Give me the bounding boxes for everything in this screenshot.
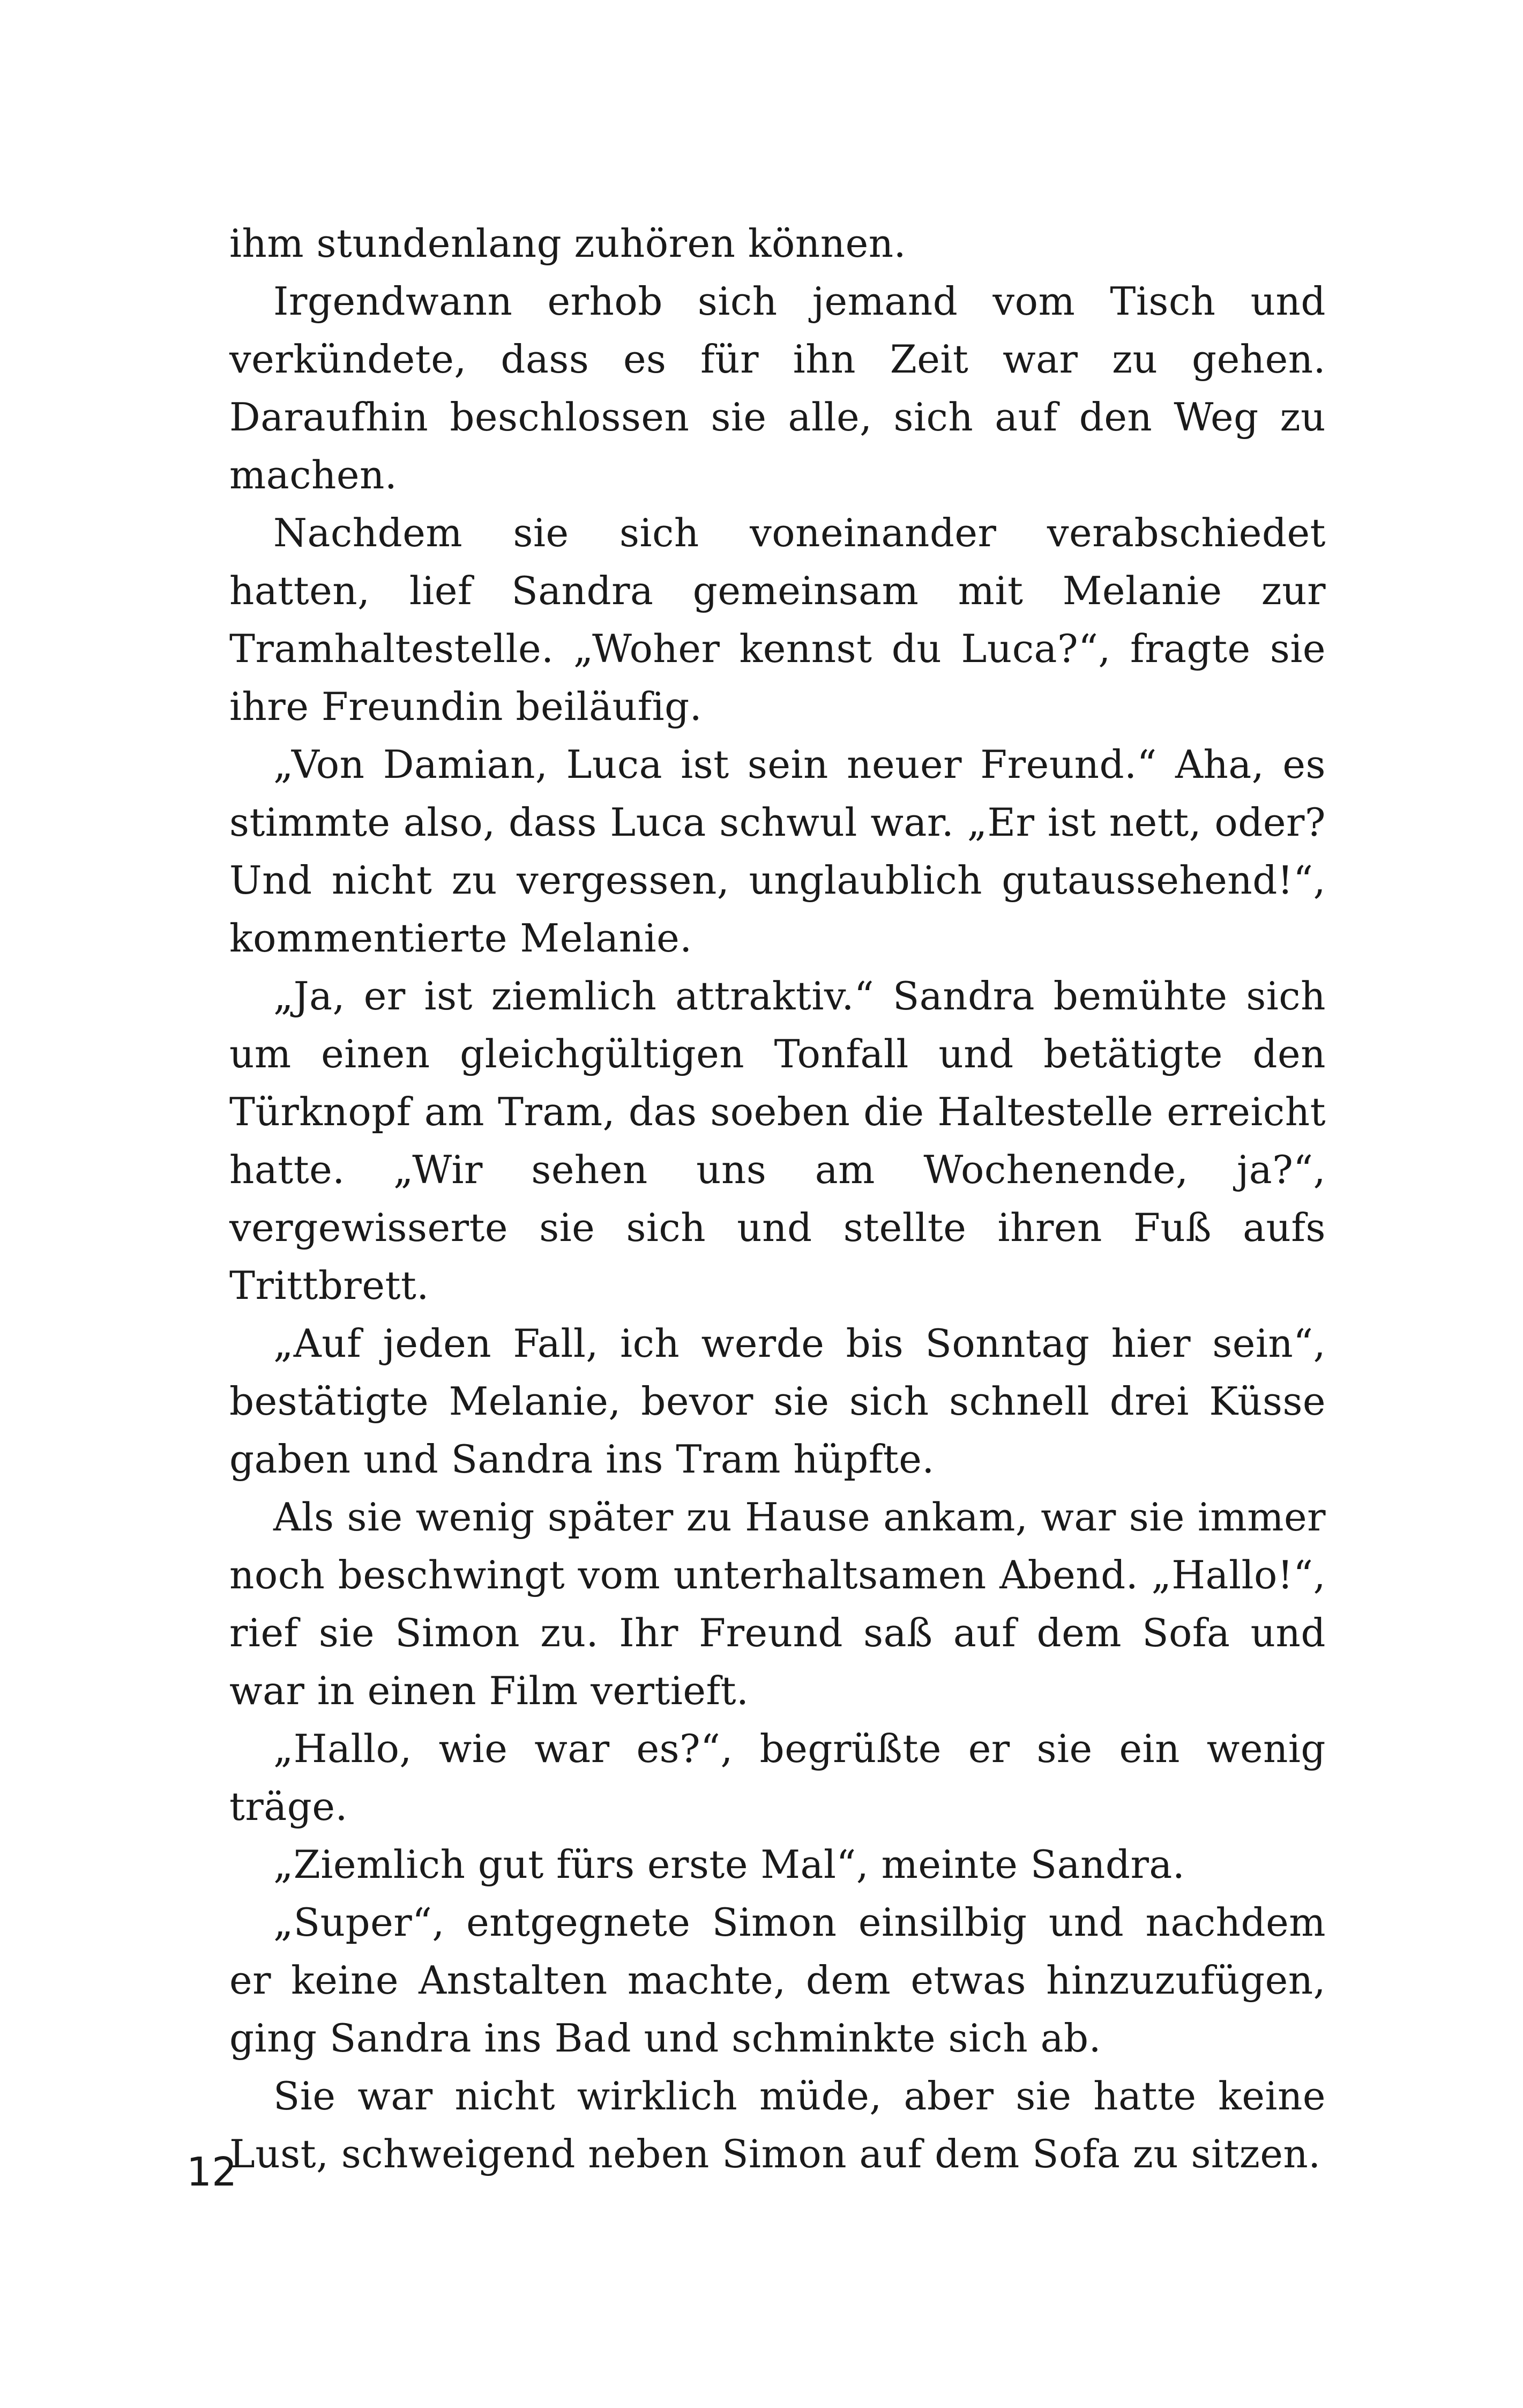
page-number: 12 xyxy=(186,2149,237,2195)
paragraph: „Ziemlich gut fürs erste Mal“, meinte Sandra. xyxy=(273,1842,1185,1887)
paragraph: Nachdem sie sich voneinander verabschiedet hatten, lief Sandra gemeinsam mit Melanie zur Tramhaltestelle. „Woher kennst du Luca?“, fragte sie ihre Freundin beiläufig. xyxy=(229,510,1326,729)
paragraph: „Ja, er ist ziemlich attraktiv.“ Sandra bemühte sich um einen gleichgültigen Tonfall und betätigte den Türknopf am Tram, das soeben die Haltestelle erreicht hatte. „Wir sehen uns am Wochenende, ja?“, vergewisserte sie sich und stellte ihren Fuß aufs Trittbrett. xyxy=(229,973,1326,1308)
paragraph-continuation: ihm stundenlang zuhören können. xyxy=(229,221,906,266)
body-text xyxy=(229,214,1326,2183)
paragraph: „Von Damian, Luca ist sein neuer Freund.“ Aha, es stimmte also, dass Luca schwul war. „Er ist nett, oder? Und nicht zu vergessen, unglaublich gutaussehend!“, kommentierte Melanie. xyxy=(229,742,1326,961)
paragraph: Irgendwann erhob sich jemand vom Tisch und verkündete, dass es für ihn Zeit war zu gehen. Daraufhin beschlossen sie alle, sich auf den Weg zu machen. xyxy=(229,279,1326,497)
paragraph: Als sie wenig später zu Hause ankam, war sie immer noch beschwingt vom unterhaltsamen Abend. „Hallo!“, rief sie Simon zu. Ihr Freund saß auf dem Sofa und war in einen Film vertieft. xyxy=(229,1495,1326,1713)
paragraph: „Hallo, wie war es?“, begrüßte er sie ein wenig träge. xyxy=(229,1726,1326,1829)
paragraph: Sie war nicht wirklich müde, aber sie hatte keine Lust, schweigend neben Simon auf dem Sofa zu sitzen. xyxy=(229,2073,1326,2176)
paragraph: „Auf jeden Fall, ich werde bis Sonntag hier sein“, bestätigte Melanie, bevor sie sich schnell drei Küsse gaben und Sandra ins Tram hüpfte. xyxy=(229,1321,1326,1482)
paragraph: „Super“, entgegnete Simon einsilbig und nachdem er keine Anstalten machte, dem etwas hinzuzufügen, ging Sandra ins Bad und schminkte sich ab. xyxy=(229,1900,1326,2061)
